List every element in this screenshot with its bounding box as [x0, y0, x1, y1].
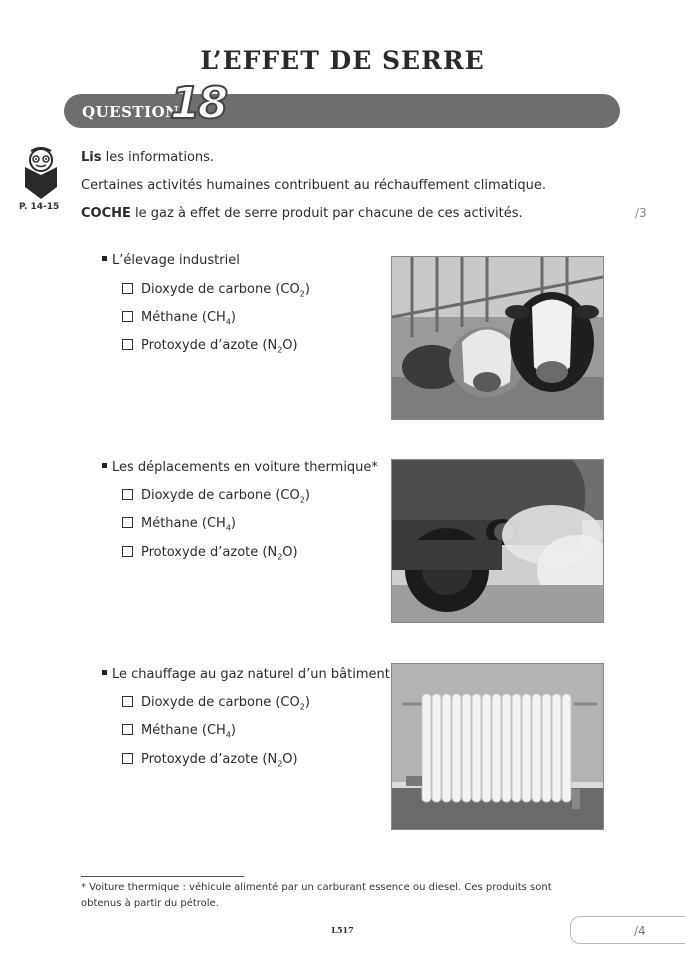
- checkbox-icon[interactable]: [122, 339, 133, 350]
- option-subscript: 2: [299, 289, 305, 299]
- bullet-icon: [102, 256, 107, 261]
- option-subscript: 2: [277, 345, 283, 355]
- option-ch4-3[interactable]: [122, 723, 236, 740]
- page-score: /4: [634, 924, 646, 938]
- question-label: QUESTION: [82, 103, 180, 121]
- activity-1-label: L’élevage industriel: [112, 253, 240, 268]
- option-text: Dioxyde de carbone (CO: [141, 695, 300, 710]
- activity-2-label: Les déplacements en voiture thermique*: [112, 460, 378, 475]
- activity-3-label: Le chauffage au gaz naturel d’un bâtiment: [112, 667, 390, 682]
- checkbox-icon[interactable]: [122, 517, 133, 528]
- option-co2-3[interactable]: [122, 695, 310, 712]
- page-title: L’EFFET DE SERRE: [200, 46, 485, 75]
- option-subscript: 2: [277, 759, 283, 769]
- option-close: ): [304, 282, 310, 297]
- option-close: ): [230, 516, 236, 531]
- option-text: Méthane (CH: [141, 723, 226, 738]
- activity-3: [102, 667, 390, 682]
- option-text: Protoxyde d’azote (N: [141, 752, 278, 767]
- question-score: /3: [635, 206, 647, 220]
- option-close: ): [304, 695, 310, 710]
- instruction-check-verb: COCHE: [81, 206, 131, 221]
- option-n2o-3[interactable]: [122, 752, 298, 769]
- option-n2o-2[interactable]: [122, 545, 298, 562]
- footnote: * Voiture thermique : véhicule alimenté par un carburant essence ou diesel. Ces produits sont obtenus à partir du pétrole.: [81, 882, 552, 909]
- option-close: ): [292, 545, 298, 560]
- checkbox-icon[interactable]: [122, 696, 133, 707]
- option-text-end: O: [282, 338, 293, 353]
- reading-mascot-icon: [23, 147, 59, 199]
- radiator-photo: [391, 663, 604, 830]
- instruction-check-text: le gaz à effet de serre produit par chacune de ces activités.: [130, 206, 523, 221]
- footnote-divider: [81, 876, 244, 877]
- option-text-end: O: [282, 545, 293, 560]
- option-close: ): [304, 488, 310, 503]
- checkbox-icon[interactable]: [122, 311, 133, 322]
- instruction-read: [81, 150, 214, 165]
- page-score-box: [570, 916, 685, 944]
- checkbox-icon[interactable]: [122, 489, 133, 500]
- option-subscript: 2: [299, 495, 305, 505]
- option-subscript: 4: [225, 523, 231, 533]
- option-text: Dioxyde de carbone (CO: [141, 282, 300, 297]
- option-subscript: 2: [277, 552, 283, 562]
- activity-2: [102, 460, 378, 475]
- activity-1: [102, 253, 240, 268]
- option-text: Méthane (CH: [141, 310, 226, 325]
- option-text: Protoxyde d’azote (N: [141, 338, 278, 353]
- option-text: Méthane (CH: [141, 516, 226, 531]
- option-close: ): [292, 752, 298, 767]
- instruction-read-verb: Lis: [81, 150, 102, 165]
- page-code: L517: [331, 925, 354, 935]
- option-ch4-1[interactable]: [122, 310, 236, 327]
- instruction-read-text: les informations.: [101, 150, 215, 165]
- cows-photo: [391, 256, 604, 420]
- option-subscript: 4: [225, 730, 231, 740]
- instruction-context: Certaines activités humaines contribuent au réchauffement climatique.: [81, 178, 546, 193]
- option-close: ): [230, 723, 236, 738]
- option-co2-2[interactable]: [122, 488, 310, 505]
- checkbox-icon[interactable]: [122, 753, 133, 764]
- option-n2o-1[interactable]: [122, 338, 298, 355]
- car-exhaust-photo: [391, 459, 604, 623]
- bullet-icon: [102, 670, 107, 675]
- option-text-end: O: [282, 752, 293, 767]
- checkbox-icon[interactable]: [122, 283, 133, 294]
- question-number: 18: [170, 78, 226, 129]
- option-co2-1[interactable]: [122, 282, 310, 299]
- option-subscript: 2: [299, 702, 305, 712]
- checkbox-icon[interactable]: [122, 546, 133, 557]
- checkbox-icon[interactable]: [122, 724, 133, 735]
- option-close: ): [292, 338, 298, 353]
- instruction-check: [81, 206, 523, 221]
- bullet-icon: [102, 463, 107, 468]
- option-text: Dioxyde de carbone (CO: [141, 488, 300, 503]
- page-reference: P. 14-15: [19, 202, 60, 212]
- option-ch4-2[interactable]: [122, 516, 236, 533]
- option-close: ): [230, 310, 236, 325]
- option-subscript: 4: [225, 317, 231, 327]
- option-text: Protoxyde d’azote (N: [141, 545, 278, 560]
